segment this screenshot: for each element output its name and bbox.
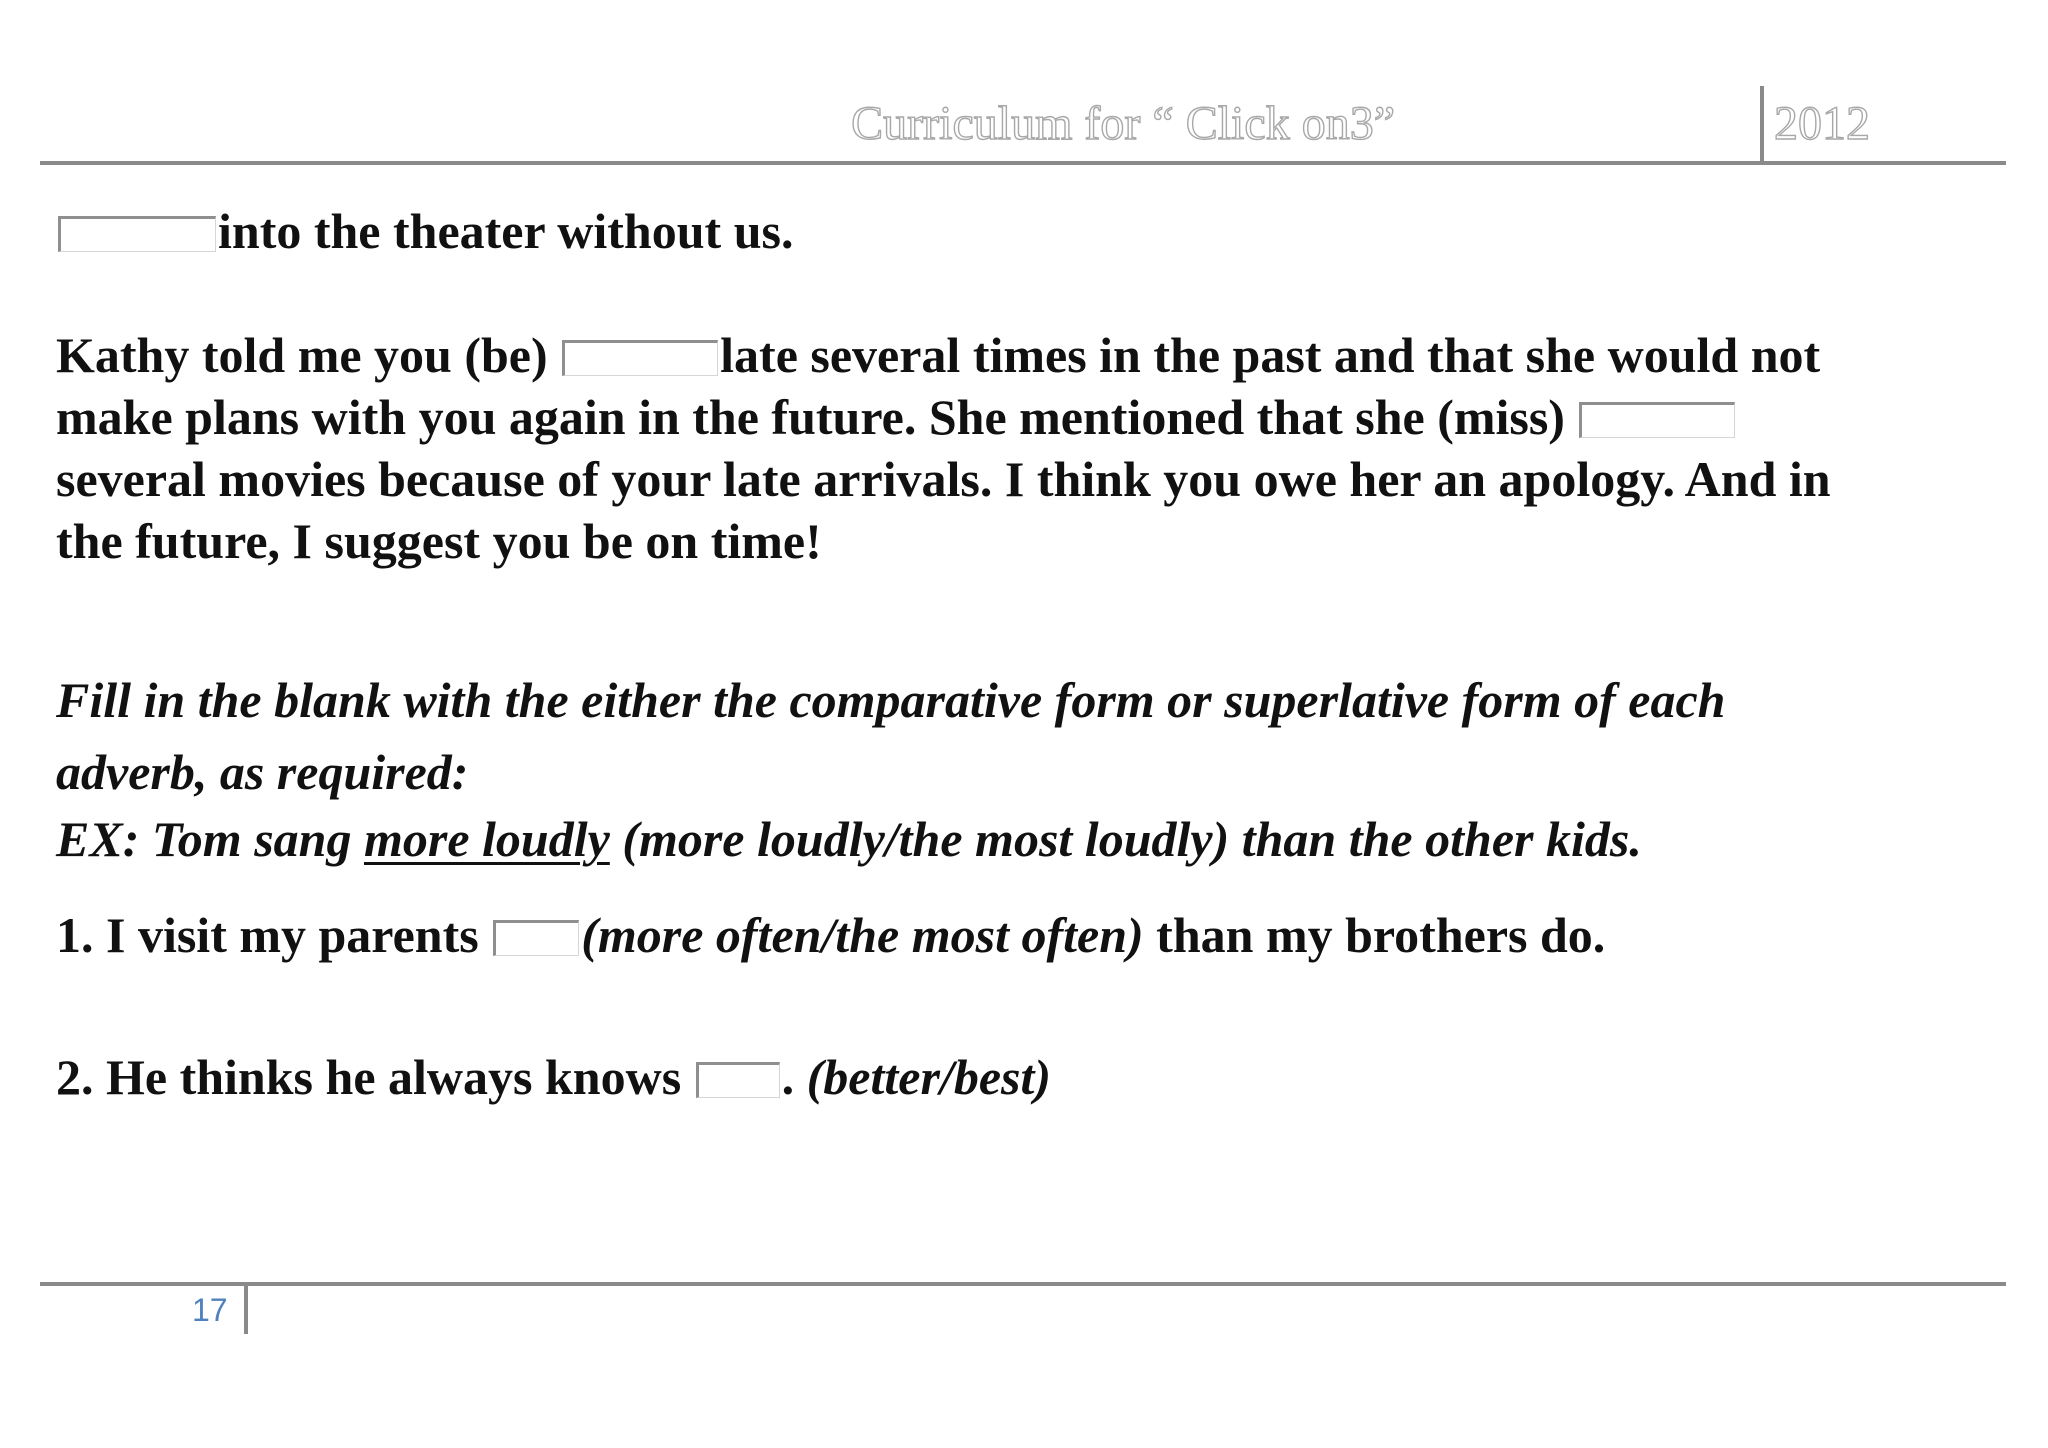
item-options: (more often/the most often): [581, 907, 1144, 963]
answer-blank-field[interactable]: [58, 216, 216, 252]
be-blank-field[interactable]: [562, 340, 718, 376]
passage-line-1: [56, 200, 793, 262]
exercise-item-2: [56, 1046, 1051, 1108]
page-number: 17: [192, 1292, 228, 1328]
example-answer: more loudly: [363, 811, 610, 867]
item-prefix: 2. He thinks he always knows: [56, 1049, 682, 1105]
footer-rule: [40, 1282, 2006, 1286]
passage-text: late several times in the past and that she would not: [720, 327, 1821, 383]
paragraph-row: [56, 448, 2006, 510]
paragraph-row: [56, 510, 2006, 572]
item-2-blank-field[interactable]: [696, 1062, 780, 1098]
example-prefix: EX: Tom sang: [56, 811, 364, 867]
example-suffix: (more loudly/the most loudly) than the other kids.: [609, 811, 1642, 867]
header-title: Curriculum for “ Click on3”: [851, 97, 1395, 150]
header-year: 2012: [1774, 97, 1870, 150]
footer-divider: [244, 1286, 248, 1334]
exercise-item-1: [56, 904, 1605, 966]
paragraph-row: [56, 386, 2006, 448]
passage-text: the future, I suggest you be on time!: [56, 513, 822, 569]
passage-text: Kathy told me you (be): [56, 327, 548, 383]
item-suffix: than my brothers do.: [1143, 907, 1606, 963]
example-sentence: [56, 808, 1642, 870]
item-1-blank-field[interactable]: [493, 920, 579, 956]
item-prefix: 1. I visit my parents: [56, 907, 479, 963]
miss-blank-field[interactable]: [1579, 402, 1735, 438]
passage-paragraph: [56, 324, 2006, 572]
paragraph-row: [56, 324, 2006, 386]
exercise-instructions: [56, 664, 2006, 808]
passage-text: several movies because of your late arrivals. I think you owe her an apology. And in: [56, 451, 1831, 507]
item-options: (better/best): [806, 1049, 1052, 1105]
header-rule: [40, 161, 2006, 165]
passage-text: into the theater without us.: [218, 203, 794, 259]
page-header: [0, 0, 2048, 170]
instruction-text: Fill in the blank with the either the comparative form or superlative form of each: [56, 672, 1726, 728]
instruction-text: adverb, as required:: [56, 744, 469, 800]
item-suffix: .: [781, 1049, 807, 1105]
header-divider: [1760, 86, 1764, 162]
passage-text: make plans with you again in the future. She mentioned that she (miss): [56, 389, 1565, 445]
